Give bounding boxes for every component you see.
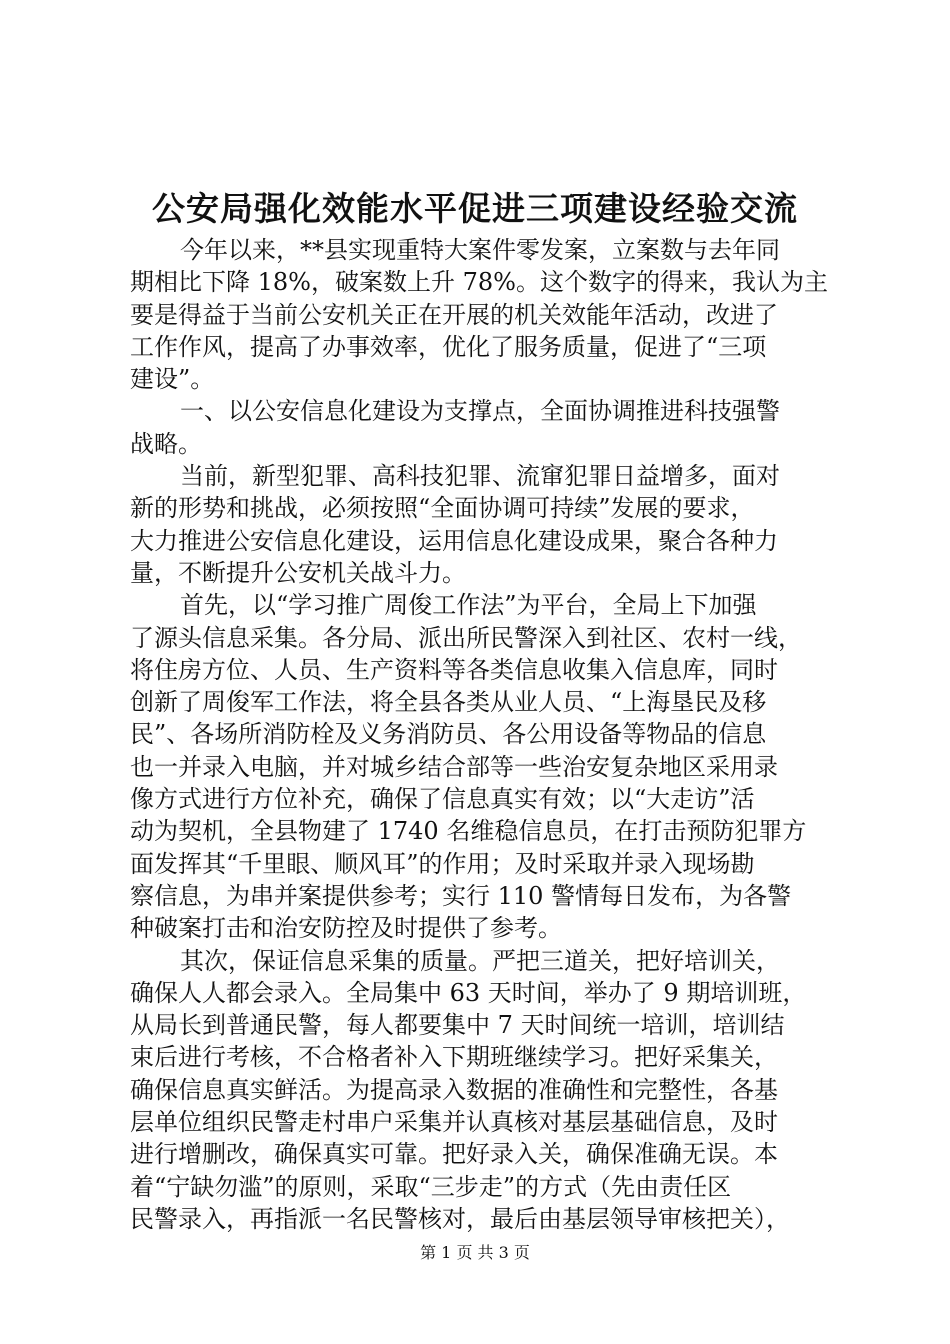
text-line: 新的形势和挑战，必须按照“全面协调可持续”发展的要求，: [130, 494, 755, 523]
text-line: 种破案打击和治安防控及时提供了参考。: [130, 914, 562, 943]
text-line: 创新了周俊军工作法，将全县各类从业人员、“上海垦民及移: [130, 688, 767, 717]
text-line: 今年以来，**县实现重特大案件零发案，立案数与去年同: [180, 236, 780, 264]
text-line: 确保信息真实鲜活。为提高录入数据的准确性和完整性，各基: [130, 1075, 778, 1104]
text-line: 战略。: [130, 429, 202, 458]
text-line: 层单位组织民警走村串户采集并认真核对基层基础信息，及时: [130, 1108, 778, 1137]
text-line: 察信息，为串并案提供参考；实行 110 警情每日发布，为各警: [130, 881, 792, 910]
text-line: 民”、各场所消防栓及义务消防员、各公用设备等物品的信息: [130, 720, 767, 749]
document-title: 公安局强化效能水平促进三项建设经验交流: [152, 189, 798, 228]
text-line: 束后进行考核，不合格者补入下期班继续学习。把好采集关，: [130, 1043, 778, 1072]
text-line: 民警录入，再指派一名民警核对，最后由基层领导审核把关），: [130, 1204, 790, 1233]
text-line: 工作作风，提高了办事效率，优化了服务质量，促进了“三项: [130, 332, 767, 361]
text-line: 一、以公安信息化建设为支撑点，全面协调推进科技强警: [180, 397, 780, 426]
text-line: 进行增删改，确保真实可靠。把好录入关，确保准确无误。本: [130, 1140, 778, 1169]
text-line: 首先，以“学习推广周俊工作法”为平台，全局上下加强: [180, 591, 757, 620]
text-line: 量，不断提升公安机关战斗力。: [130, 558, 466, 587]
text-line: 从局长到普通民警，每人都要集中 7 天时间统一培训，培训结: [130, 1011, 785, 1040]
document-body: [130, 234, 830, 1235]
text-line: 动为契机，全县物建了 1740 名维稳信息员，在打击预防犯罪方: [130, 817, 807, 846]
page-footer: 第 1 页 共 3 页: [420, 1243, 530, 1262]
text-line: 建设”。: [130, 365, 215, 394]
text-line: 其次，保证信息采集的质量。严把三道关，把好培训关，: [180, 946, 780, 975]
text-line: 了源头信息采集。各分局、派出所民警深入到社区、农村一线，: [130, 623, 802, 652]
text-line: 着“宁缺勿滥”的原则，采取“三步走”的方式（先由责任区: [130, 1172, 732, 1201]
text-line: 将住房方位、人员、生产资料等各类信息收集入信息库，同时: [130, 655, 778, 684]
text-line: 要是得益于当前公安机关正在开展的机关效能年活动，改进了: [130, 300, 778, 329]
text-line: 也一并录入电脑，并对城乡结合部等一些治安复杂地区采用录: [130, 752, 778, 781]
text-line: 面发挥其“千里眼、顺风耳”的作用；及时采取并录入现场勘: [130, 849, 755, 878]
text-line: 确保人人都会录入。全局集中 63 天时间，举办了 9 期培训班，: [130, 978, 807, 1007]
text-line: 像方式进行方位补充，确保了信息真实有效；以“大走访”活: [130, 785, 755, 814]
text-line: 大力推进公安信息化建设，运用信息化建设成果，聚合各种力: [130, 526, 778, 555]
text-line: 当前，新型犯罪、高科技犯罪、流窜犯罪日益增多，面对: [180, 462, 780, 491]
text-line: 期相比下降 18%，破案数上升 78%。这个数字的得来，我认为主: [130, 268, 828, 297]
